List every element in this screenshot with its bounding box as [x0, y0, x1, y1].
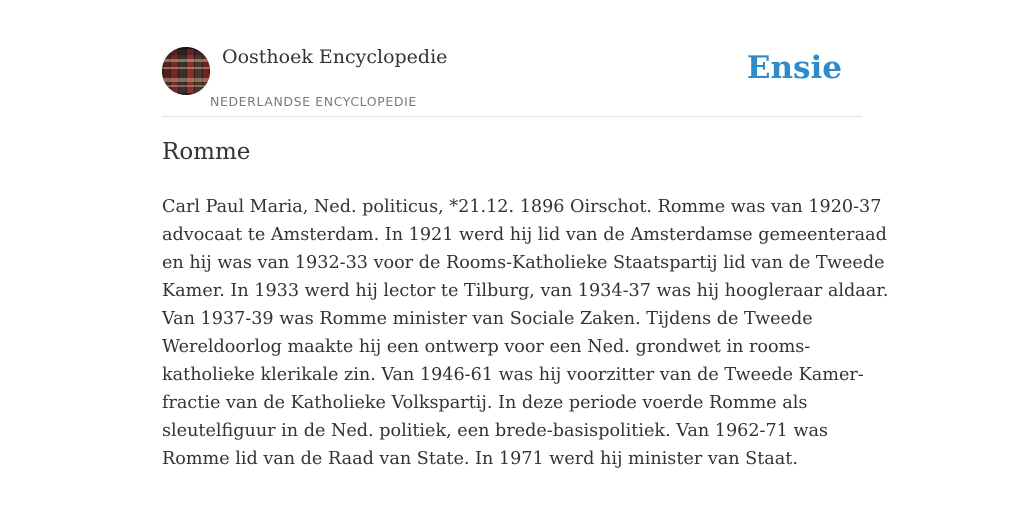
body-line: Kamer. In 1933 werd hij lector te Tilburg, van 1934-37 was hij hoogleraar aldaar. — [162, 281, 889, 301]
body-line: Romme lid van de Raad van State. In 1971 werd hij minister van Staat. — [162, 449, 798, 469]
body-line: sleutelfiguur in de Ned. politiek, een brede-basispolitiek. Van 1962-71 was — [162, 421, 829, 441]
encyclopedia-books-icon[interactable] — [162, 47, 210, 95]
body-line: advocaat te Amsterdam. In 1921 werd hij lid van de Amsterdamse gemeenteraad — [162, 225, 887, 245]
brand-logo[interactable]: Ensie — [746, 50, 842, 86]
body-line: katholieke klerikale zin. Van 1946-61 was hij voorzitter van de Tweede Kamer- — [162, 365, 864, 385]
entry-body — [162, 193, 889, 473]
body-line: Wereldoorlog maakte hij een ontwerp voor een Ned. grondwet in rooms- — [162, 337, 811, 357]
body-line: Carl Paul Maria, Ned. politicus, *21.12. 1896 Oirschot. Romme was van 1920-37 — [162, 197, 882, 217]
site-header — [162, 0, 862, 117]
body-line: Van 1937-39 was Romme minister van Sociale Zaken. Tijdens de Tweede — [162, 309, 813, 329]
body-line: fractie van de Katholieke Volkspartij. In deze periode voerde Romme als — [162, 393, 808, 413]
entry-card — [162, 0, 889, 512]
entry-title: Romme — [162, 139, 251, 165]
site-subtitle: NEDERLANDSE ENCYCLOPEDIE — [210, 94, 417, 109]
encyclopedia-books-image — [162, 47, 210, 95]
site-title[interactable]: Oosthoek Encyclopedie — [222, 46, 448, 68]
body-line: en hij was van 1932-33 voor de Rooms-Katholieke Staatspartij lid van de Tweede — [162, 253, 885, 273]
